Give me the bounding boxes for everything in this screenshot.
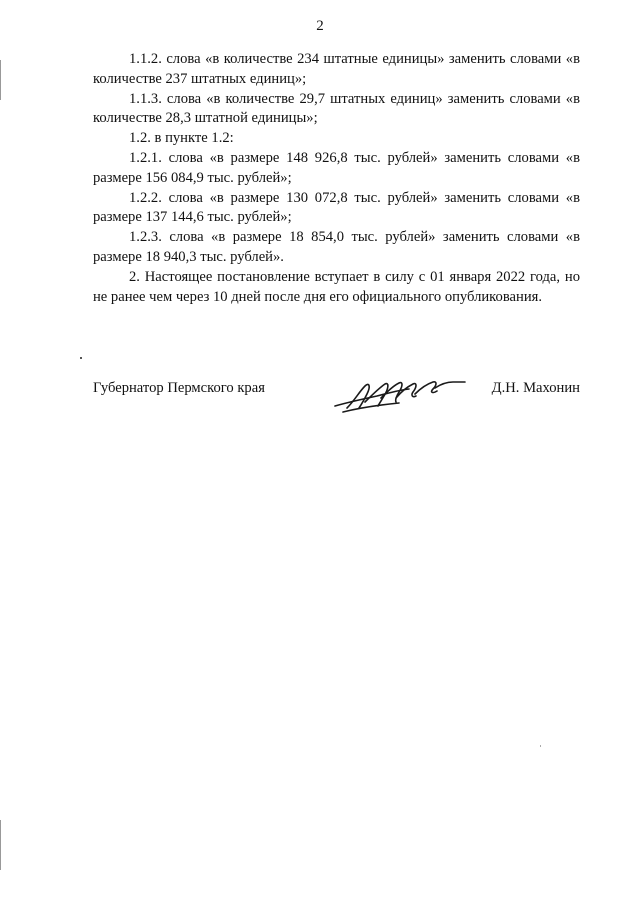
- paragraph-2: 2. Настоящее постановление вступает в силу с 01 января 2022 года, но не ранее чем через 10 дней после дня его официального опубликования.: [93, 268, 580, 305]
- paragraph-1-2: 1.2. в пункте 1.2:: [129, 130, 234, 147]
- signatory-title: Губернатор Пермского края: [93, 380, 265, 396]
- scan-speck: [540, 745, 541, 747]
- paragraph-1-1-2: 1.1.2. слова «в количестве 234 штатные единицы» заменить словами «в количестве 237 штатных единиц»;: [93, 51, 580, 87]
- paragraph-1-2-1: 1.2.1. слова «в размере 148 926,8 тыс. рублей» заменить словами «в размере 156 084,9 тыс. рублей»;: [93, 149, 580, 186]
- signatory-name: Д.Н. Махонин: [491, 380, 580, 396]
- scan-speck: [0, 60, 1, 100]
- paragraph-1-2-2: 1.2.2. слова «в размере 130 072,8 тыс. рублей» заменить словами «в размере 137 144,6 тыс. рублей»;: [93, 189, 580, 226]
- handwritten-signature: [329, 372, 469, 414]
- scan-speck: [0, 820, 1, 870]
- document-body: [93, 50, 580, 307]
- paragraph-1-2-3: 1.2.3. слова «в размере 18 854,0 тыс. рублей» заменить словами «в размере 18 940,3 тыс. рублей».: [93, 229, 580, 265]
- paragraph-1-1-3: 1.1.3. слова «в количестве 29,7 штатных единиц» заменить словами «в количестве 28,3 штатной единицы»;: [93, 90, 580, 127]
- page-number: 2: [316, 18, 324, 34]
- signature-block: [93, 372, 580, 422]
- scan-speck: [80, 357, 82, 359]
